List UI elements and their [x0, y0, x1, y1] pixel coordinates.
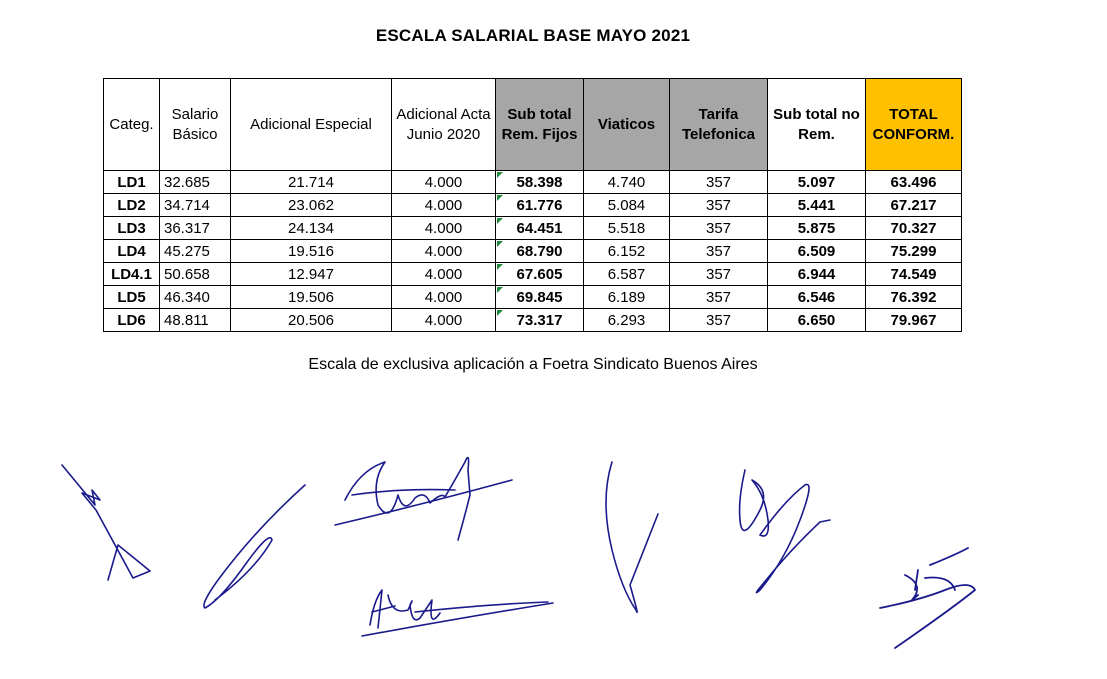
cell-tarifa: 357 [670, 194, 768, 217]
cell-adicional-acta: 4.000 [392, 194, 496, 217]
cell-subtotal-no-rem: 5.097 [768, 171, 866, 194]
cell-categ: LD2 [104, 194, 160, 217]
cell-total: 76.392 [866, 286, 962, 309]
cell-salario-basico: 34.714 [160, 194, 231, 217]
cell-adicional-especial: 12.947 [231, 263, 392, 286]
cell-total: 75.299 [866, 240, 962, 263]
cell-viaticos: 6.189 [584, 286, 670, 309]
cell-salario-basico: 32.685 [160, 171, 231, 194]
cell-adicional-acta: 4.000 [392, 217, 496, 240]
cell-viaticos: 5.518 [584, 217, 670, 240]
cell-subtotal-no-rem: 6.509 [768, 240, 866, 263]
cell-adicional-acta: 4.000 [392, 286, 496, 309]
cell-categ: LD4.1 [104, 263, 160, 286]
cell-subtotal-rem: 69.845 [496, 286, 584, 309]
cell-viaticos: 4.740 [584, 171, 670, 194]
signature-1 [62, 465, 150, 580]
cell-viaticos: 5.084 [584, 194, 670, 217]
cell-subtotal-rem: 67.605 [496, 263, 584, 286]
cell-adicional-especial: 21.714 [231, 171, 392, 194]
cell-adicional-especial: 19.516 [231, 240, 392, 263]
cell-tarifa: 357 [670, 286, 768, 309]
header-subtotal-rem: Sub total Rem. Fijos [496, 79, 584, 171]
cell-tarifa: 357 [670, 309, 768, 332]
cell-subtotal-rem: 58.398 [496, 171, 584, 194]
cell-viaticos: 6.152 [584, 240, 670, 263]
cell-subtotal-no-rem: 6.944 [768, 263, 866, 286]
header-tarifa-telefonica: Tarifa Telefonica [670, 79, 768, 171]
cell-subtotal-no-rem: 5.875 [768, 217, 866, 240]
cell-adicional-especial: 23.062 [231, 194, 392, 217]
signature-6 [740, 470, 830, 593]
cell-total: 67.217 [866, 194, 962, 217]
header-adicional-acta: Adicional Acta Junio 2020 [392, 79, 496, 171]
cell-total: 74.549 [866, 263, 962, 286]
header-salario-basico: Salario Básico [160, 79, 231, 171]
cell-categ: LD6 [104, 309, 160, 332]
header-total-conform: TOTAL CONFORM. [866, 79, 962, 171]
signature-5 [606, 462, 658, 612]
cell-salario-basico: 50.658 [160, 263, 231, 286]
cell-viaticos: 6.587 [584, 263, 670, 286]
cell-tarifa: 357 [670, 171, 768, 194]
cell-total: 63.496 [866, 171, 962, 194]
signature-4 [362, 590, 553, 636]
footnote: Escala de exclusiva aplicación a Foetra Sindicato Buenos Aires [308, 356, 758, 373]
cell-categ: LD3 [104, 217, 160, 240]
cell-adicional-acta: 4.000 [392, 171, 496, 194]
cell-categ: LD4 [104, 240, 160, 263]
cell-adicional-especial: 24.134 [231, 217, 392, 240]
cell-subtotal-no-rem: 5.441 [768, 194, 866, 217]
header-categ: Categ. [104, 79, 160, 171]
signature-2 [204, 485, 305, 608]
cell-total: 79.967 [866, 309, 962, 332]
signature-7 [880, 548, 975, 648]
cell-adicional-acta: 4.000 [392, 240, 496, 263]
cell-categ: LD1 [104, 171, 160, 194]
cell-adicional-acta: 4.000 [392, 263, 496, 286]
cell-adicional-especial: 20.506 [231, 309, 392, 332]
cell-subtotal-no-rem: 6.650 [768, 309, 866, 332]
cell-subtotal-rem: 64.451 [496, 217, 584, 240]
signature-3 [335, 458, 512, 541]
cell-tarifa: 357 [670, 240, 768, 263]
cell-tarifa: 357 [670, 263, 768, 286]
cell-subtotal-rem: 73.317 [496, 309, 584, 332]
document-title: ESCALA SALARIAL BASE MAYO 2021 [375, 26, 691, 45]
cell-tarifa: 357 [670, 217, 768, 240]
header-subtotal-no-rem: Sub total no Rem. [768, 79, 866, 171]
cell-salario-basico: 36.317 [160, 217, 231, 240]
cell-adicional-especial: 19.506 [231, 286, 392, 309]
header-adicional-especial: Adicional Especial [231, 79, 392, 171]
cell-salario-basico: 45.275 [160, 240, 231, 263]
cell-categ: LD5 [104, 286, 160, 309]
cell-total: 70.327 [866, 217, 962, 240]
cell-viaticos: 6.293 [584, 309, 670, 332]
cell-salario-basico: 48.811 [160, 309, 231, 332]
cell-subtotal-rem: 61.776 [496, 194, 584, 217]
cell-subtotal-no-rem: 6.546 [768, 286, 866, 309]
cell-subtotal-rem: 68.790 [496, 240, 584, 263]
header-viaticos: Viaticos [584, 79, 670, 171]
cell-adicional-acta: 4.000 [392, 309, 496, 332]
cell-salario-basico: 46.340 [160, 286, 231, 309]
